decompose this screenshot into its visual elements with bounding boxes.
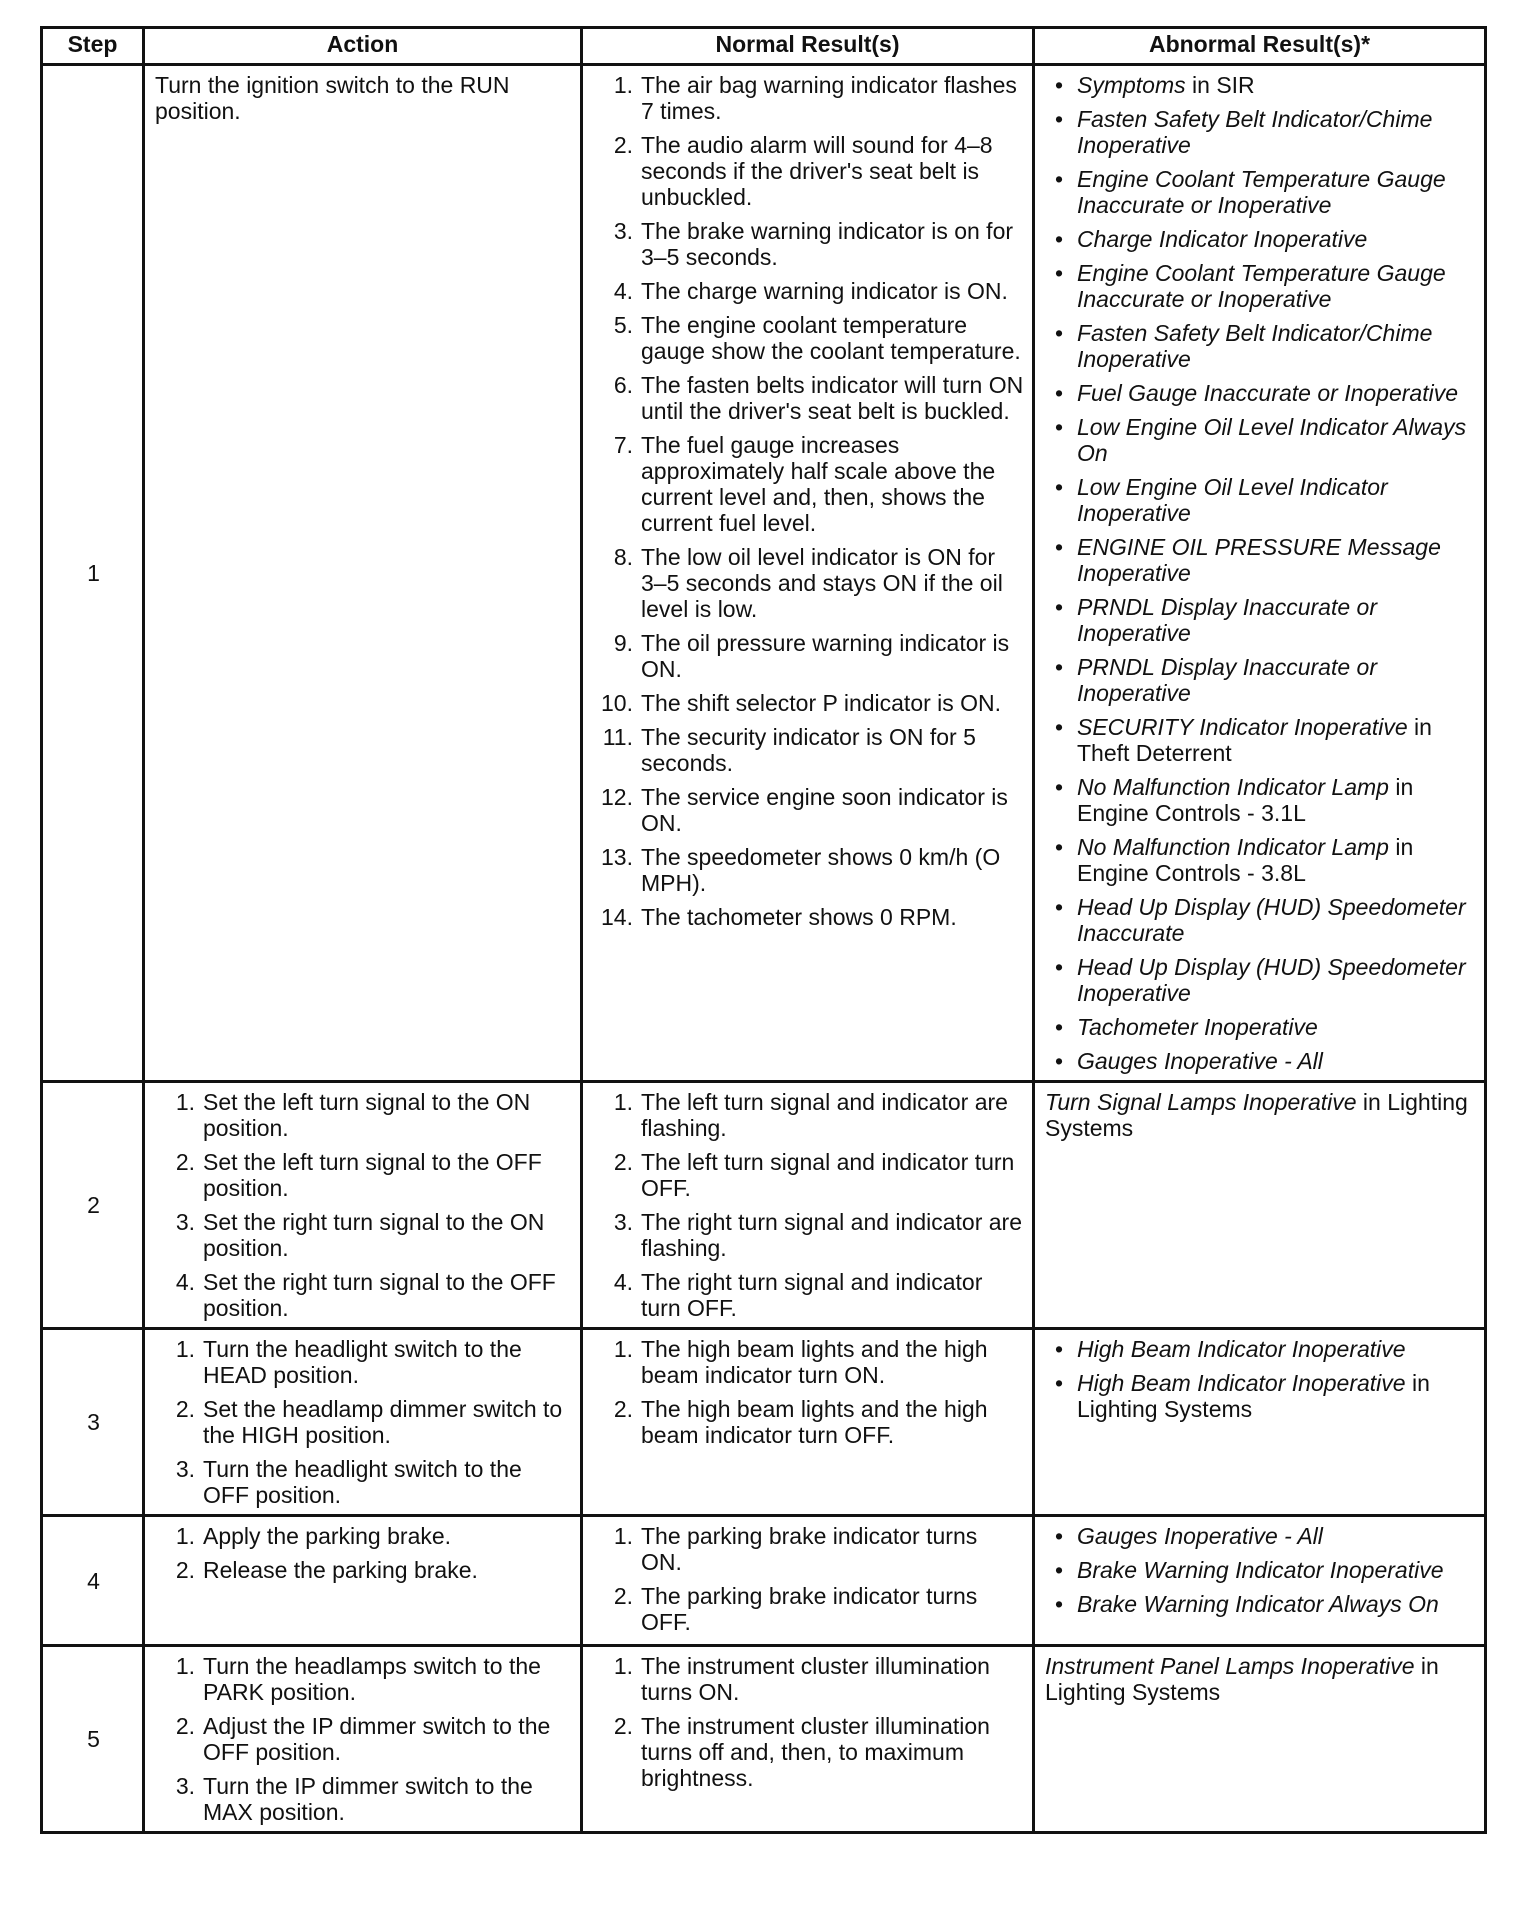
abnormal-result	[1045, 320, 1476, 372]
action-step	[155, 1773, 572, 1825]
normal-result	[593, 1269, 1024, 1321]
item-text: The air bag warning indicator flashes 7 times.	[641, 72, 1017, 124]
symptom-link-text: Fuel Gauge Inaccurate or Inoperative	[1077, 380, 1459, 406]
normal-results-cell	[582, 1646, 1034, 1833]
item-number: 2.	[613, 1149, 633, 1175]
item-number: 14.	[601, 904, 633, 930]
symptom-link-text: Gauges Inoperative - All	[1077, 1048, 1323, 1074]
bullet: •	[1055, 834, 1064, 860]
bullet: •	[1055, 474, 1064, 500]
item-number: 12.	[601, 784, 633, 810]
abnormal-result	[1045, 1591, 1476, 1617]
normal-result	[593, 1653, 1024, 1705]
diagnostic-table	[40, 26, 1487, 1834]
abnormal-result	[1045, 834, 1476, 886]
item-number: 2.	[613, 1713, 633, 1739]
symptom-link-text: Symptoms	[1077, 72, 1186, 98]
item-text: The right turn signal and indicator turn OFF.	[641, 1269, 983, 1321]
abnormal-result	[1045, 106, 1476, 158]
abnormal-result	[1045, 594, 1476, 646]
item-number: 2.	[175, 1713, 195, 1739]
item-number: 3.	[175, 1456, 195, 1482]
symptom-link-text: Tachometer Inoperative	[1077, 1014, 1318, 1040]
item-number: 2.	[175, 1149, 195, 1175]
table-row	[42, 1329, 1486, 1516]
normal-result	[593, 544, 1024, 622]
item-number: 1.	[613, 72, 633, 98]
symptom-link-text: PRNDL Display Inaccurate or Inoperative	[1077, 594, 1377, 646]
item-text: The high beam lights and the high beam indicator turn ON.	[641, 1336, 988, 1388]
normal-result	[593, 1396, 1024, 1448]
header-normal-results: Normal Result(s)	[582, 28, 1034, 65]
abnormal-result	[1045, 654, 1476, 706]
item-number: 1.	[613, 1653, 633, 1679]
item-text: The instrument cluster illumination turns off and, then, to maximum brightness.	[641, 1713, 990, 1791]
item-text: Set the right turn signal to the OFF position.	[203, 1269, 556, 1321]
symptom-link-text: Turn Signal Lamps Inoperative	[1045, 1089, 1357, 1115]
item-text: Set the headlamp dimmer switch to the HIGH position.	[203, 1396, 563, 1448]
abnormal-result	[1045, 1089, 1476, 1141]
item-text: The fasten belts indicator will turn ON until the driver's seat belt is buckled.	[641, 372, 1024, 424]
item-text: Adjust the IP dimmer switch to the OFF position.	[203, 1713, 551, 1765]
normal-result	[593, 1523, 1024, 1575]
item-number: 6.	[613, 372, 633, 398]
bullet: •	[1055, 1370, 1064, 1396]
bullet: •	[1055, 106, 1064, 132]
header-abnormal-results: Abnormal Result(s)*	[1034, 28, 1486, 65]
abnormal-result	[1045, 166, 1476, 218]
item-text: The speedometer shows 0 km/h (O MPH).	[641, 844, 1001, 896]
bullet: •	[1055, 1336, 1064, 1362]
item-number: 2.	[613, 1583, 633, 1609]
symptom-link-text: Engine Coolant Temperature Gauge Inaccurate or Inoperative	[1077, 166, 1446, 218]
bullet: •	[1055, 654, 1064, 680]
bullet: •	[1055, 774, 1064, 800]
normal-result	[593, 1209, 1024, 1261]
action-step	[155, 1456, 572, 1508]
abnormal-result	[1045, 894, 1476, 946]
symptom-location-text: in Engine Controls - 3.8L	[1077, 834, 1414, 886]
symptom-link-text: Brake Warning Indicator Always On	[1077, 1591, 1439, 1617]
normal-result	[593, 1713, 1024, 1791]
abnormal-result	[1045, 534, 1476, 586]
symptom-link-text: Instrument Panel Lamps Inoperative	[1045, 1653, 1415, 1679]
item-number: 3.	[613, 218, 633, 244]
item-text: The high beam lights and the high beam indicator turn OFF.	[641, 1396, 988, 1448]
item-text: Release the parking brake.	[203, 1557, 478, 1583]
item-text: The fuel gauge increases approximately half scale above the current level and, then, shows the current fuel level.	[641, 432, 996, 536]
action-text: Turn the ignition switch to the RUN position.	[155, 72, 510, 124]
item-text: The oil pressure warning indicator is ON.	[641, 630, 1010, 682]
item-number: 3.	[175, 1209, 195, 1235]
abnormal-result	[1045, 1048, 1476, 1074]
symptom-link-text: Fasten Safety Belt Indicator/Chime Inoperative	[1077, 320, 1433, 372]
bullet: •	[1055, 380, 1064, 406]
normal-result	[593, 724, 1024, 776]
item-text: The service engine soon indicator is ON.	[641, 784, 1008, 836]
header-step: Step	[42, 28, 144, 65]
item-text: The shift selector P indicator is ON.	[641, 690, 1002, 716]
abnormal-result	[1045, 414, 1476, 466]
normal-result	[593, 72, 1024, 124]
item-number: 4.	[613, 1269, 633, 1295]
item-text: Turn the headlight switch to the OFF position.	[203, 1456, 522, 1508]
abnormal-results-cell	[1034, 1082, 1486, 1329]
bullet: •	[1055, 894, 1064, 920]
bullet: •	[1055, 1591, 1064, 1617]
action-cell	[144, 1516, 582, 1646]
abnormal-result	[1045, 260, 1476, 312]
normal-result	[593, 1149, 1024, 1201]
abnormal-result	[1045, 954, 1476, 1006]
symptom-link-text: SECURITY Indicator Inoperative	[1077, 714, 1408, 740]
action-step	[155, 1269, 572, 1321]
item-number: 13.	[601, 844, 633, 870]
abnormal-result	[1045, 1557, 1476, 1583]
item-text: Set the left turn signal to the ON position.	[203, 1089, 531, 1141]
abnormal-result	[1045, 1336, 1476, 1362]
item-number: 3.	[613, 1209, 633, 1235]
abnormal-result	[1045, 1370, 1476, 1422]
abnormal-result	[1045, 1014, 1476, 1040]
action-cell	[144, 65, 582, 1082]
normal-result	[593, 630, 1024, 682]
bullet: •	[1055, 1014, 1064, 1040]
symptom-location-text: in Theft Deterrent	[1077, 714, 1432, 766]
normal-results-cell	[582, 1516, 1034, 1646]
normal-result	[593, 312, 1024, 364]
item-text: Turn the IP dimmer switch to the MAX position.	[203, 1773, 533, 1825]
bullet: •	[1055, 260, 1064, 286]
action-step	[155, 1089, 572, 1141]
normal-results-cell	[582, 65, 1034, 1082]
action-step	[155, 1336, 572, 1388]
item-text: The left turn signal and indicator turn OFF.	[641, 1149, 1015, 1201]
symptom-link-text: Charge Indicator Inoperative	[1077, 226, 1368, 252]
normal-results-cell	[582, 1329, 1034, 1516]
action-step	[155, 1557, 572, 1583]
table-row	[42, 1646, 1486, 1833]
item-number: 7.	[613, 432, 633, 458]
action-cell	[144, 1329, 582, 1516]
symptom-link-text: No Malfunction Indicator Lamp	[1077, 834, 1389, 860]
item-number: 2.	[613, 1396, 633, 1422]
symptom-location-text: in Engine Controls - 3.1L	[1077, 774, 1414, 826]
abnormal-results-cell	[1034, 1329, 1486, 1516]
action-step	[155, 1209, 572, 1261]
bullet: •	[1055, 166, 1064, 192]
abnormal-result	[1045, 714, 1476, 766]
symptom-link-text: Gauges Inoperative - All	[1077, 1523, 1323, 1549]
symptom-link-text: PRNDL Display Inaccurate or Inoperative	[1077, 654, 1377, 706]
action-step	[155, 1713, 572, 1765]
symptom-location-text: in Lighting Systems	[1077, 1370, 1430, 1422]
item-text: The parking brake indicator turns ON.	[641, 1523, 978, 1575]
item-text: Turn the headlight switch to the HEAD position.	[203, 1336, 522, 1388]
item-text: The audio alarm will sound for 4–8 seconds if the driver's seat belt is unbuckled.	[641, 132, 993, 210]
action-step	[155, 1653, 572, 1705]
table-row	[42, 1516, 1486, 1646]
item-number: 1.	[613, 1336, 633, 1362]
normal-result	[593, 784, 1024, 836]
header-action: Action	[144, 28, 582, 65]
normal-results-cell	[582, 1082, 1034, 1329]
item-text: The low oil level indicator is ON for 3–5 seconds and stays ON if the oil level is low.	[641, 544, 1003, 622]
bullet: •	[1055, 954, 1064, 980]
abnormal-result	[1045, 1653, 1476, 1705]
normal-result	[593, 1089, 1024, 1141]
symptom-link-text: High Beam Indicator Inoperative	[1077, 1336, 1406, 1362]
symptom-link-text: Engine Coolant Temperature Gauge Inaccurate or Inoperative	[1077, 260, 1446, 312]
normal-result	[593, 278, 1024, 304]
item-text: Apply the parking brake.	[203, 1523, 452, 1549]
item-number: 2.	[613, 132, 633, 158]
symptom-link-text: High Beam Indicator Inoperative	[1077, 1370, 1406, 1396]
symptom-link-text: Low Engine Oil Level Indicator Always On	[1077, 414, 1467, 466]
item-text: The right turn signal and indicator are flashing.	[641, 1209, 1022, 1261]
normal-result	[593, 844, 1024, 896]
item-text: The tachometer shows 0 RPM.	[641, 904, 957, 930]
normal-result	[593, 218, 1024, 270]
action-step	[155, 1523, 572, 1549]
item-number: 1.	[175, 1653, 195, 1679]
bullet: •	[1055, 226, 1064, 252]
item-text: The parking brake indicator turns OFF.	[641, 1583, 978, 1635]
abnormal-result	[1045, 380, 1476, 406]
item-number: 5.	[613, 312, 633, 338]
normal-result	[593, 1336, 1024, 1388]
item-number: 1.	[175, 1523, 195, 1549]
symptom-link-text: ENGINE OIL PRESSURE Message Inoperative	[1077, 534, 1441, 586]
step-number: 5	[42, 1646, 144, 1833]
normal-result	[593, 372, 1024, 424]
abnormal-result	[1045, 226, 1476, 252]
bullet: •	[1055, 72, 1064, 98]
item-number: 1.	[613, 1523, 633, 1549]
bullet: •	[1055, 1048, 1064, 1074]
normal-result	[593, 904, 1024, 930]
bullet: •	[1055, 594, 1064, 620]
table-row	[42, 65, 1486, 1082]
bullet: •	[1055, 1523, 1064, 1549]
item-number: 10.	[601, 690, 633, 716]
normal-result	[593, 1583, 1024, 1635]
abnormal-results-cell	[1034, 1516, 1486, 1646]
abnormal-result	[1045, 474, 1476, 526]
symptom-link-text: Head Up Display (HUD) Speedometer Inaccurate	[1077, 894, 1466, 946]
action-cell	[144, 1646, 582, 1833]
abnormal-result	[1045, 1523, 1476, 1549]
symptom-link-text: No Malfunction Indicator Lamp	[1077, 774, 1389, 800]
bullet: •	[1055, 414, 1064, 440]
symptom-link-text: Low Engine Oil Level Indicator Inoperative	[1077, 474, 1388, 526]
item-text: The charge warning indicator is ON.	[641, 278, 1008, 304]
abnormal-result	[1045, 774, 1476, 826]
step-number: 4	[42, 1516, 144, 1646]
action-step	[155, 1149, 572, 1201]
step-number: 1	[42, 65, 144, 1082]
item-text: The brake warning indicator is on for 3–5 seconds.	[641, 218, 1014, 270]
symptom-location-text: in SIR	[1185, 72, 1255, 98]
normal-result	[593, 690, 1024, 716]
symptom-link-text: Fasten Safety Belt Indicator/Chime Inoperative	[1077, 106, 1433, 158]
normal-result	[593, 432, 1024, 536]
abnormal-results-cell	[1034, 65, 1486, 1082]
item-number: 8.	[613, 544, 633, 570]
item-number: 1.	[175, 1089, 195, 1115]
item-text: The instrument cluster illumination turns ON.	[641, 1653, 990, 1705]
item-number: 4.	[175, 1269, 195, 1295]
item-number: 2.	[175, 1396, 195, 1422]
item-text: The security indicator is ON for 5 seconds.	[641, 724, 976, 776]
bullet: •	[1055, 714, 1064, 740]
normal-result	[593, 132, 1024, 210]
item-number: 1.	[175, 1336, 195, 1362]
item-number: 9.	[613, 630, 633, 656]
step-number: 3	[42, 1329, 144, 1516]
item-number: 1.	[613, 1089, 633, 1115]
item-number: 4.	[613, 278, 633, 304]
step-number: 2	[42, 1082, 144, 1329]
item-text: Set the right turn signal to the ON position.	[203, 1209, 545, 1261]
bullet: •	[1055, 534, 1064, 560]
item-number: 11.	[602, 724, 633, 750]
table-row	[42, 1082, 1486, 1329]
action-step	[155, 1396, 572, 1448]
item-number: 3.	[175, 1773, 195, 1799]
symptom-link-text: Head Up Display (HUD) Speedometer Inoperative	[1077, 954, 1466, 1006]
symptom-location-text: in Lighting Systems	[1045, 1653, 1439, 1705]
header-row	[42, 28, 1486, 65]
abnormal-results-cell	[1034, 1646, 1486, 1833]
bullet: •	[1055, 1557, 1064, 1583]
item-number: 2.	[175, 1557, 195, 1583]
symptom-link-text: Brake Warning Indicator Inoperative	[1077, 1557, 1444, 1583]
item-text: Turn the headlamps switch to the PARK position.	[203, 1653, 541, 1705]
action-cell	[144, 1082, 582, 1329]
abnormal-result	[1045, 72, 1476, 98]
item-text: The engine coolant temperature gauge show the coolant temperature.	[641, 312, 1021, 364]
item-text: Set the left turn signal to the OFF position.	[203, 1149, 542, 1201]
symptom-location-text: in Lighting Systems	[1045, 1089, 1468, 1141]
bullet: •	[1055, 320, 1064, 346]
item-text: The left turn signal and indicator are flashing.	[641, 1089, 1008, 1141]
